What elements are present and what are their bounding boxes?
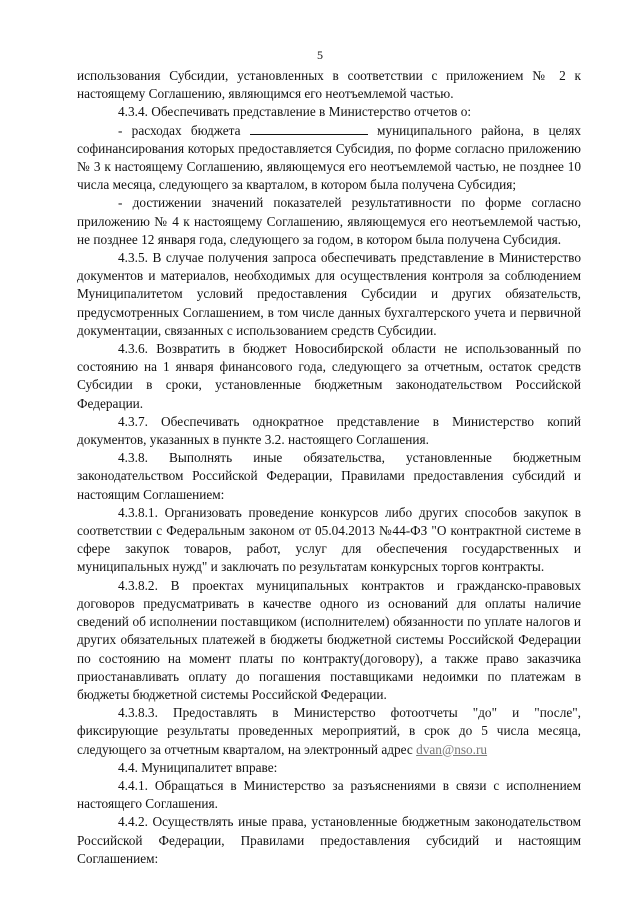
paragraph: 4.3.8.1. Организовать проведение конкурсов либо других способов закупок в соответствии с Федеральным законом от 05.04.2013 №44-ФЗ "О контрактной системе в сфере закупок товаров, работ, услуг для обеспечения государственных и муниципальных нужд" и заключать по результатам конкурсных торгов контракты. <box>77 504 581 575</box>
paragraph <box>77 122 581 195</box>
paragraph: 4.3.6. Возвратить в бюджет Новосибирской области не использованный по состоянию на 1 января финансового года, следующего за отчетным, остаток средств Субсидии в сроки, установленные бюджетным законодательством Российской Федерации. <box>77 341 581 411</box>
page-number: 5 <box>317 48 323 62</box>
paragraph: - достижении значений показателей результативности по форме согласно приложению № 4 к настоящему Соглашению, являющемуся его неотъемлемой частью, не позднее 12 января года, следующего за годом, в котором была получена Субсидия. <box>77 195 581 247</box>
paragraph-text: - расходах бюджета <box>118 122 241 138</box>
paragraph: использования Субсидии, установленных в соответствии с приложением № 2 к настоящему Соглашению, являющимся его неотъемлемой частью. <box>77 68 581 102</box>
email-link[interactable]: dvan@nso.ru <box>416 741 488 757</box>
paragraph: 4.4.2. Осуществлять иные права, установленные бюджетным законодательством Российской Федерации, Правилами предоставления субсидий и настоящим Соглашением: <box>77 814 581 866</box>
paragraph: 4.3.4. Обеспечивать представление в Министерство отчетов о: <box>118 104 472 120</box>
paragraph <box>77 704 581 759</box>
paragraph: 4.4.1. Обращаться в Министерство за разъяснениями в связи с исполнением настоящего Соглашения. <box>77 777 581 812</box>
blank-fill-line <box>250 122 368 135</box>
paragraph: 4.3.5. В случае получения запроса обеспечивать представление в Министерство документов и материалов, необходимых для осуществления контроля за соблюдением Муниципалитетом условий предоставления Субсидии и других обязательств, предусмотренных Соглашением, в том числе данных бухгалтерского учета и первичной документации, связанных с использованием средств Субсидии. <box>77 250 581 338</box>
paragraph-text: муниципального района, в целях софинансирования которых предоставляется Субсидия, по форме согласно приложению № 3 к настоящему Соглашению, являющемуся его неотъемлемой частью, не позднее 10 числа месяца, следующего за кварталом, в котором была получена Субсидия; <box>77 122 581 193</box>
paragraph: 4.3.7. Обеспечивать однократное представление в Министерство копий документов, указанных в пункте 3.2. настоящего Соглашения. <box>77 413 581 448</box>
document-body <box>77 67 581 868</box>
paragraph: 4.3.8.2. В проектах муниципальных контрактов и гражданско-правовых договоров предусматривать в качестве одного из оснований для оплаты наличие сведений об исполнении поставщиком (исполнителем) обязанности по уплате налогов и других обязательных платежей в бюджеты бюджетной системы Российской Федерации по состоянию на момент платы по контракту(договору), а также право заказчика приостанавливать оплату до погашения поставщиками недоимки по платежам в бюджеты бюджетной системы Российской Федерации. <box>77 577 581 702</box>
paragraph: 4.3.8. Выполнять иные обязательства, установленные бюджетным законодательством Российской Федерации, Правилами предоставления субсидий и настоящим Соглашением: <box>77 450 581 502</box>
paragraph: 4.4. Муниципалитет вправе: <box>118 759 278 775</box>
paragraph-text: 4.3.8.3. Предоставлять в Министерство фотоотчеты "до" и "после", фиксирующие результаты проведенных мероприятий, в срок до 5 числа месяца, следующего за отчетным кварталом, на электронный адрес <box>77 705 581 757</box>
